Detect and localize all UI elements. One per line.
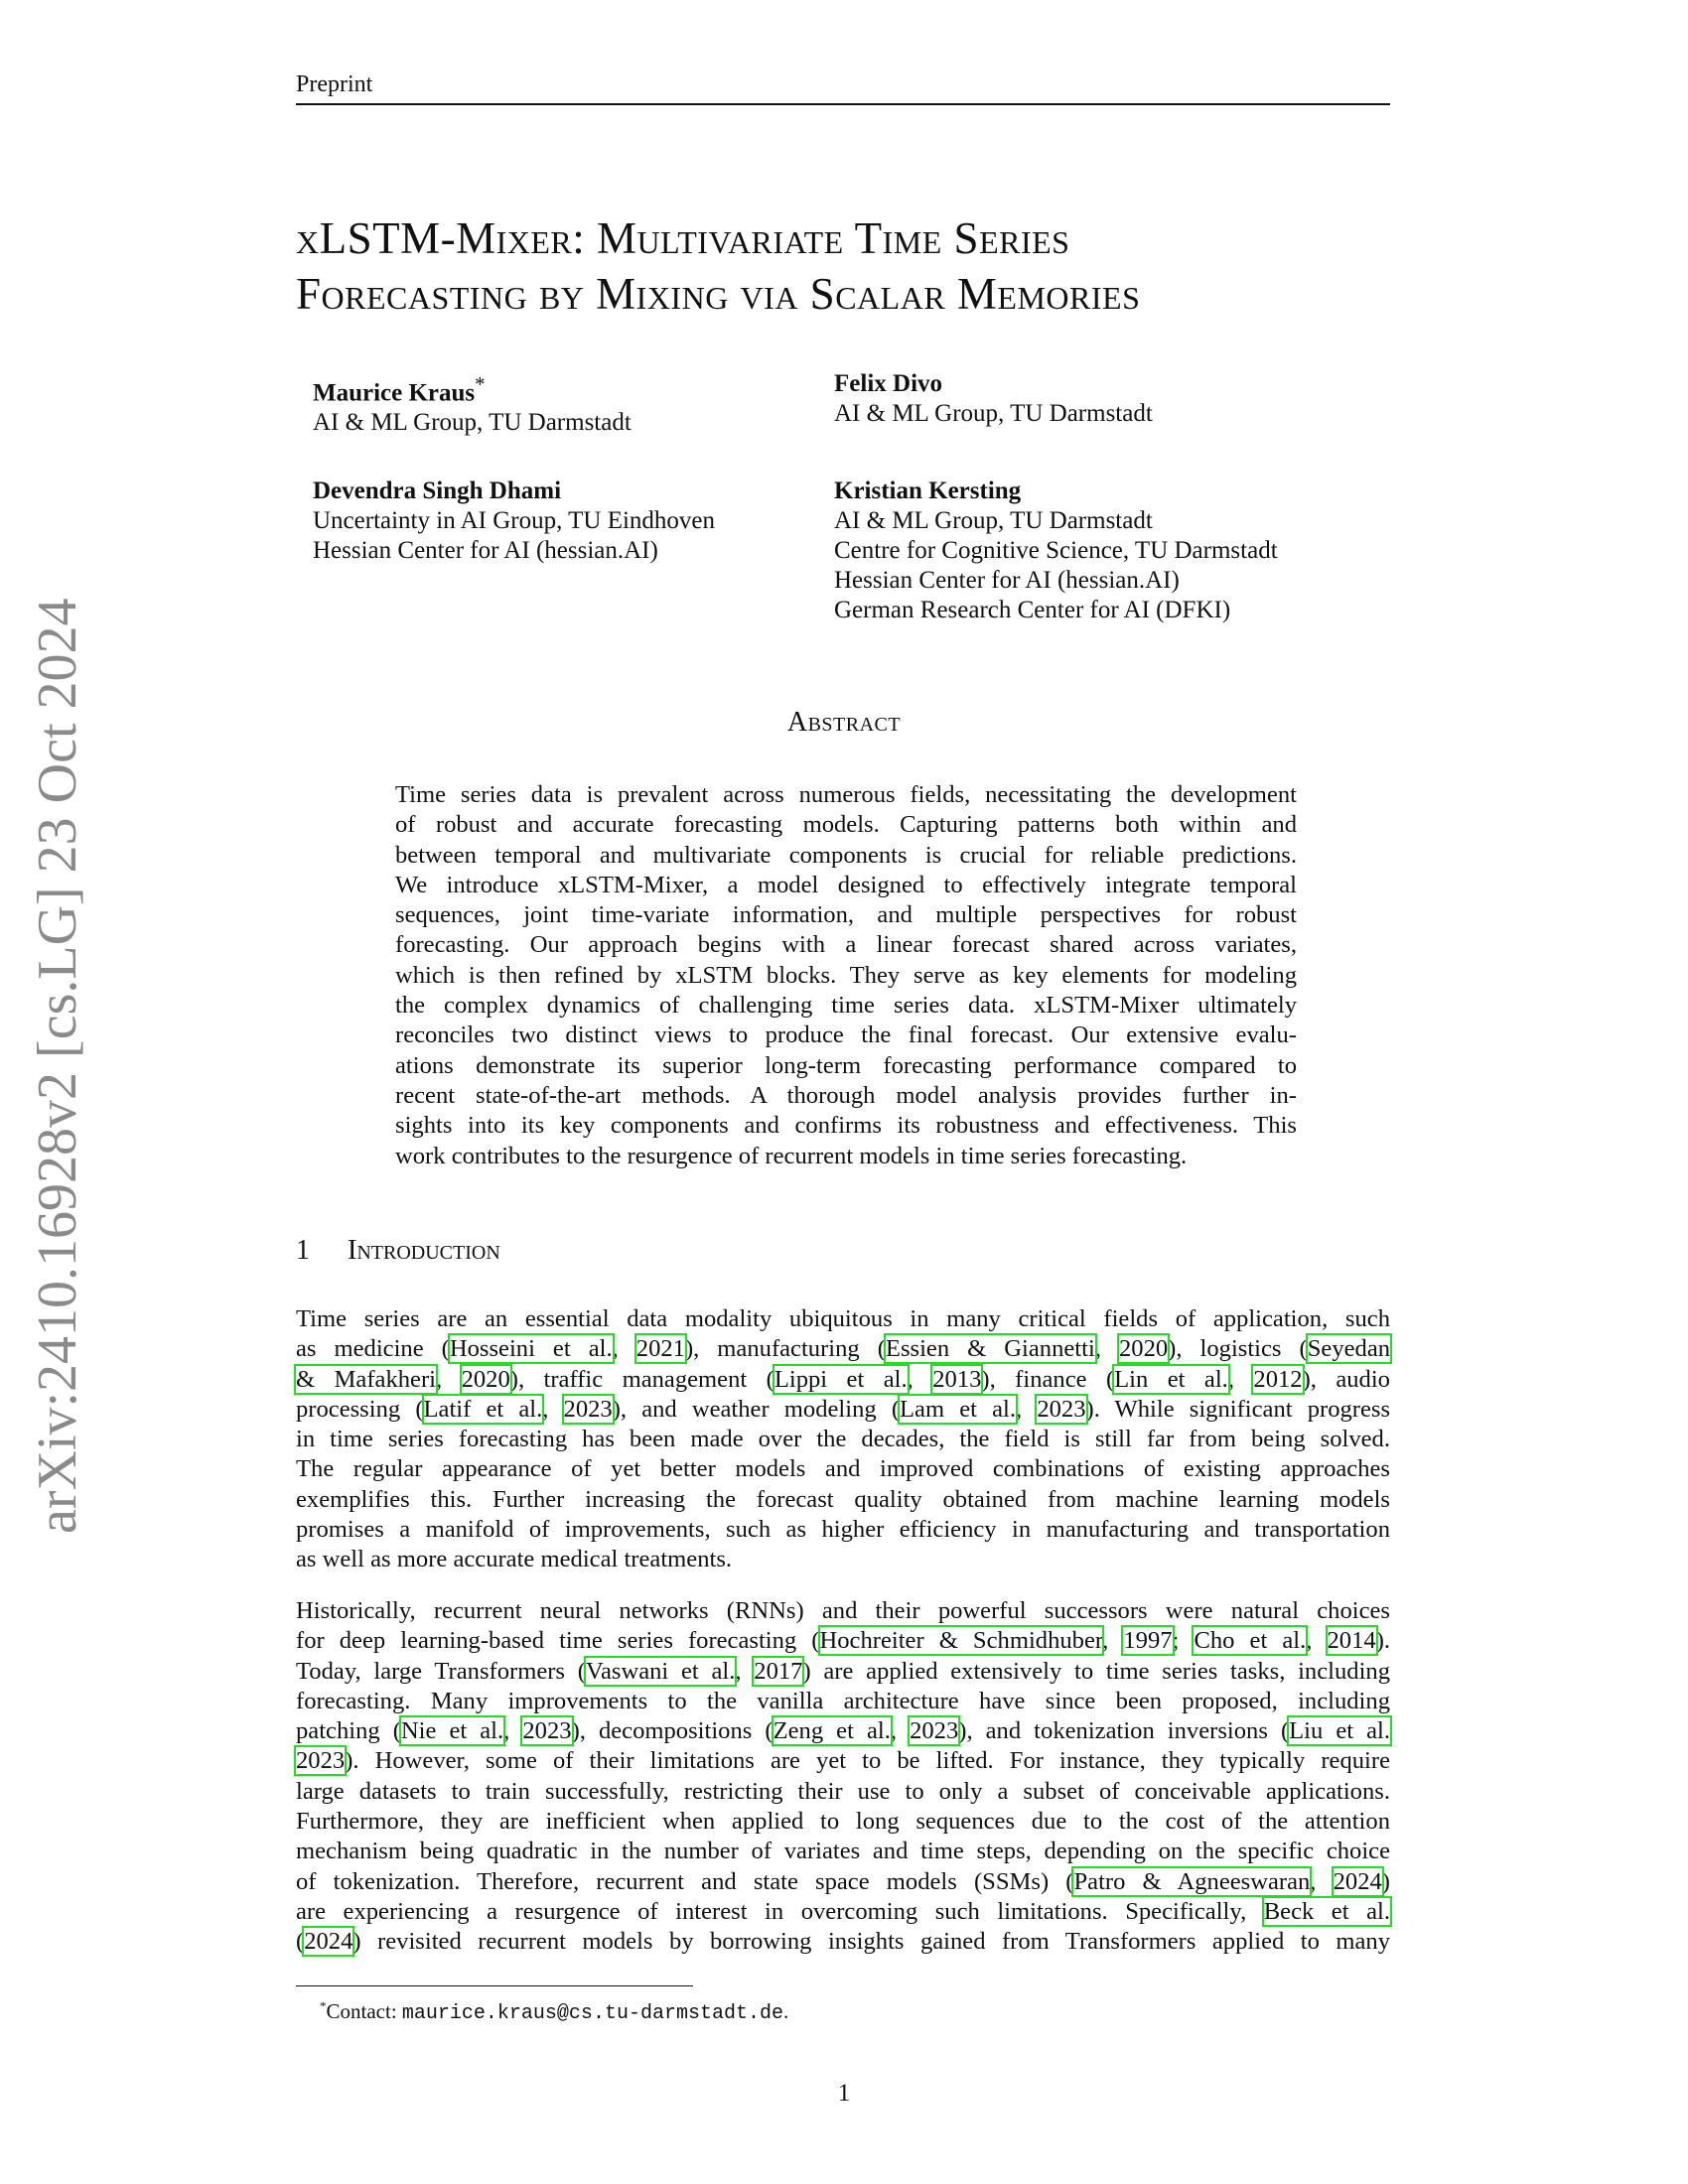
citation-year-link[interactable]: 2023 — [296, 1747, 346, 1775]
contact-email[interactable]: maurice.kraus@cs.tu-darmstadt.de — [401, 2002, 783, 2025]
citation-link[interactable]: Nie et al. — [400, 1717, 504, 1745]
citation-year-link[interactable]: 2023 — [910, 1717, 959, 1745]
footnote: *Contact: maurice.kraus@cs.tu-darmstadt.de. — [320, 1998, 789, 2025]
abstract-line: Time series data is prevalent across numerous fields, necessitating the development — [395, 781, 1297, 808]
abstract-body — [395, 780, 1297, 1171]
citation-link[interactable]: Hochreiter & Schmidhuber — [819, 1627, 1103, 1655]
author-name: Kristian Kersting — [834, 478, 1022, 504]
abstract-line: sights into its key components and confirms its robustness and effectiveness. This — [395, 1112, 1297, 1140]
running-header: Preprint — [296, 69, 1390, 105]
citation-year-link[interactable]: 2014 — [1327, 1627, 1376, 1655]
abstract-line: reconciles two distinct views to produce the final forecast. Our extensive evalu- — [395, 1022, 1297, 1049]
author-kraus — [313, 369, 829, 438]
title-line-1: xLSTM-Mixer: Multivariate Time Series — [296, 213, 1070, 263]
abstract-line: recent state-of-the-art methods. A thorough model analysis provides further in- — [395, 1081, 1297, 1109]
author-name: Felix Divo — [834, 370, 943, 397]
citation-link[interactable]: Liu et al. — [1289, 1717, 1391, 1745]
citation-link[interactable]: Lin et al. — [1114, 1365, 1228, 1393]
arxiv-stamp[interactable]: arXiv:2410.16928v2 [cs.LG] 23 Oct 2024 — [27, 598, 88, 1534]
author-dhami — [313, 477, 829, 566]
citation-year-link[interactable]: 1997 — [1123, 1627, 1173, 1655]
citation-link[interactable]: Patro & Agneeswaran — [1073, 1867, 1311, 1895]
text-line: for deep learning-based time series forecasting (Hochreiter & Schmidhuber, 1997; Cho et al., 2014). — [296, 1627, 1391, 1655]
author-affiliation: Hessian Center for AI (hessian.AI) — [834, 567, 1180, 594]
citation-year-link[interactable]: 2024 — [304, 1928, 353, 1956]
page-number: 1 — [837, 2080, 851, 2107]
author-name: Maurice Kraus — [313, 379, 476, 407]
text-line: patching (Nie et al., 2023), decompositions (Zeng et al., 2023), and tokenization inversions (Liu et al. — [296, 1717, 1391, 1745]
footnote-label: Contact: — [326, 1999, 402, 2023]
citation-link[interactable]: Essien & Giannetti — [885, 1335, 1095, 1363]
text-line: exemplifies this. Further increasing the forecast quality obtained from machine learning models — [296, 1485, 1390, 1513]
citation-year-link[interactable]: 2012 — [1253, 1365, 1303, 1393]
text-line: as medicine (Hosseini et al., 2021), manufacturing (Essien & Giannetti, 2020), logistics (Seyedan — [296, 1335, 1391, 1363]
text-line: promises a manifold of improvements, such as higher efficiency in manufacturing and transportation — [296, 1516, 1390, 1544]
citation-year-link[interactable]: 2021 — [635, 1335, 685, 1363]
text-line: Today, large Transformers (Vaswani et al., 2017) are applied extensively to time series tasks, including — [296, 1657, 1391, 1685]
text-line: in time series forecasting has been made over the decades, the field is still far from being solved. — [296, 1426, 1390, 1453]
text-line: mechanism being quadratic in the number of variates and time steps, depending on the specific choice — [296, 1838, 1390, 1865]
citation-year-link[interactable]: 2023 — [522, 1717, 572, 1745]
citation-link[interactable]: Beck et al. — [1263, 1897, 1390, 1925]
text-line: of tokenization. Therefore, recurrent and state space models (SSMs) (Patro & Agneeswaran, 2024) — [296, 1867, 1390, 1895]
author-affiliation: German Research Center for AI (DFKI) — [834, 597, 1231, 623]
citation-link[interactable]: Zeng et al. — [773, 1717, 891, 1745]
title-line-2: Forecasting by Mixing via Scalar Memories — [296, 269, 1141, 319]
author-name: Devendra Singh Dhami — [313, 478, 562, 504]
abstract-line: work contributes to the resurgence of recurrent models in time series forecasting. — [395, 1142, 1188, 1169]
abstract-line: the complex dynamics of challenging time series data. xLSTM-Mixer ultimately — [395, 992, 1297, 1020]
footnote-mark: * — [320, 1998, 327, 2013]
text-line: 2023). However, some of their limitations are yet to be lifted. For instance, they typically require — [296, 1747, 1390, 1775]
text-line: (2024) revisited recurrent models by borrowing insights gained from Transformers applied to many — [296, 1928, 1390, 1956]
abstract-heading: Abstract — [786, 707, 902, 738]
author-affiliation: AI & ML Group, TU Darmstadt — [834, 507, 1153, 534]
author-affiliation: AI & ML Group, TU Darmstadt — [313, 409, 632, 437]
citation-year-link[interactable]: 2013 — [932, 1365, 982, 1393]
abstract-line: between temporal and multivariate components is crucial for reliable predictions. — [395, 841, 1297, 869]
citation-link[interactable]: Vaswani et al. — [585, 1657, 736, 1685]
citation-year-link[interactable]: 2020 — [461, 1365, 510, 1393]
section-heading-introduction — [296, 1235, 500, 1267]
footnote-rule — [296, 1985, 693, 1986]
author-divo — [834, 369, 1350, 429]
citation-link[interactable]: Cho et al. — [1194, 1627, 1307, 1655]
text-line: forecasting. Many improvements to the vanilla architecture have since been proposed, including — [296, 1687, 1390, 1714]
section-number: 1 — [296, 1235, 310, 1266]
abstract-line: forecasting. Our approach begins with a linear forecast shared across variates, — [395, 931, 1297, 959]
author-affiliation: Uncertainty in AI Group, TU Eindhoven — [313, 507, 716, 534]
author-affiliation: Centre for Cognitive Science, TU Darmstadt — [834, 537, 1278, 564]
text-line: Time series are an essential data modality ubiquitous in many critical fields of application, such — [296, 1305, 1390, 1332]
citation-year-link[interactable]: 2023 — [563, 1395, 613, 1423]
citation-link[interactable]: Lam et al. — [900, 1395, 1017, 1423]
citation-link[interactable]: Lippi et al. — [774, 1365, 908, 1393]
paper-title — [296, 210, 1408, 322]
citation-link[interactable]: Hosseini et al. — [449, 1335, 613, 1363]
author-kersting — [834, 477, 1350, 625]
citation-link[interactable]: Latif et al. — [423, 1395, 543, 1423]
citation-year-link[interactable]: 2017 — [754, 1657, 803, 1685]
abstract-line: ations demonstrate its superior long-term forecasting performance compared to — [395, 1051, 1297, 1079]
intro-paragraph-1 — [296, 1304, 1390, 1575]
text-line: Furthermore, they are inefficient when applied to long sequences due to the cost of the attention — [296, 1808, 1390, 1836]
citation-year-link[interactable]: 2023 — [1037, 1395, 1086, 1423]
intro-paragraph-2 — [296, 1596, 1390, 1958]
text-line: as well as more accurate medical treatments. — [296, 1546, 733, 1573]
abstract-line: of robust and accurate forecasting models. Capturing patterns both within and — [395, 811, 1297, 839]
text-line: & Mafakheri, 2020), traffic management (Lippi et al., 2013), finance (Lin et al., 2012), audio — [296, 1365, 1390, 1393]
text-line: large datasets to train successfully, restricting their use to only a subset of conceivable applications. — [296, 1777, 1390, 1805]
footnote-mark[interactable]: * — [475, 372, 486, 396]
text-line: Historically, recurrent neural networks (RNNs) and their powerful successors were natural choices — [296, 1597, 1390, 1624]
abstract-line: We introduce xLSTM-Mixer, a model designed to effectively integrate temporal — [395, 871, 1297, 898]
abstract-line: sequences, joint time-variate information, and multiple perspectives for robust — [395, 901, 1297, 929]
section-title: Introduction — [348, 1235, 500, 1266]
citation-link[interactable]: Seyedan — [1307, 1335, 1391, 1363]
abstract-line: which is then refined by xLSTM blocks. They serve as key elements for modeling — [395, 961, 1297, 989]
author-affiliation: Hessian Center for AI (hessian.AI) — [313, 537, 658, 564]
citation-year-link[interactable]: 2020 — [1118, 1335, 1169, 1363]
text-line: are experiencing a resurgence of interest in overcoming such limitations. Specifically, Beck et al. — [296, 1897, 1390, 1925]
author-affiliation: AI & ML Group, TU Darmstadt — [834, 400, 1153, 427]
text-line: processing (Latif et al., 2023), and weather modeling (Lam et al., 2023). While significant progress — [296, 1395, 1391, 1423]
citation-year-link[interactable]: 2024 — [1333, 1867, 1382, 1895]
text-line: The regular appearance of yet better models and improved combinations of existing approaches — [296, 1455, 1390, 1483]
citation-link[interactable]: & Mafakheri — [296, 1365, 436, 1393]
